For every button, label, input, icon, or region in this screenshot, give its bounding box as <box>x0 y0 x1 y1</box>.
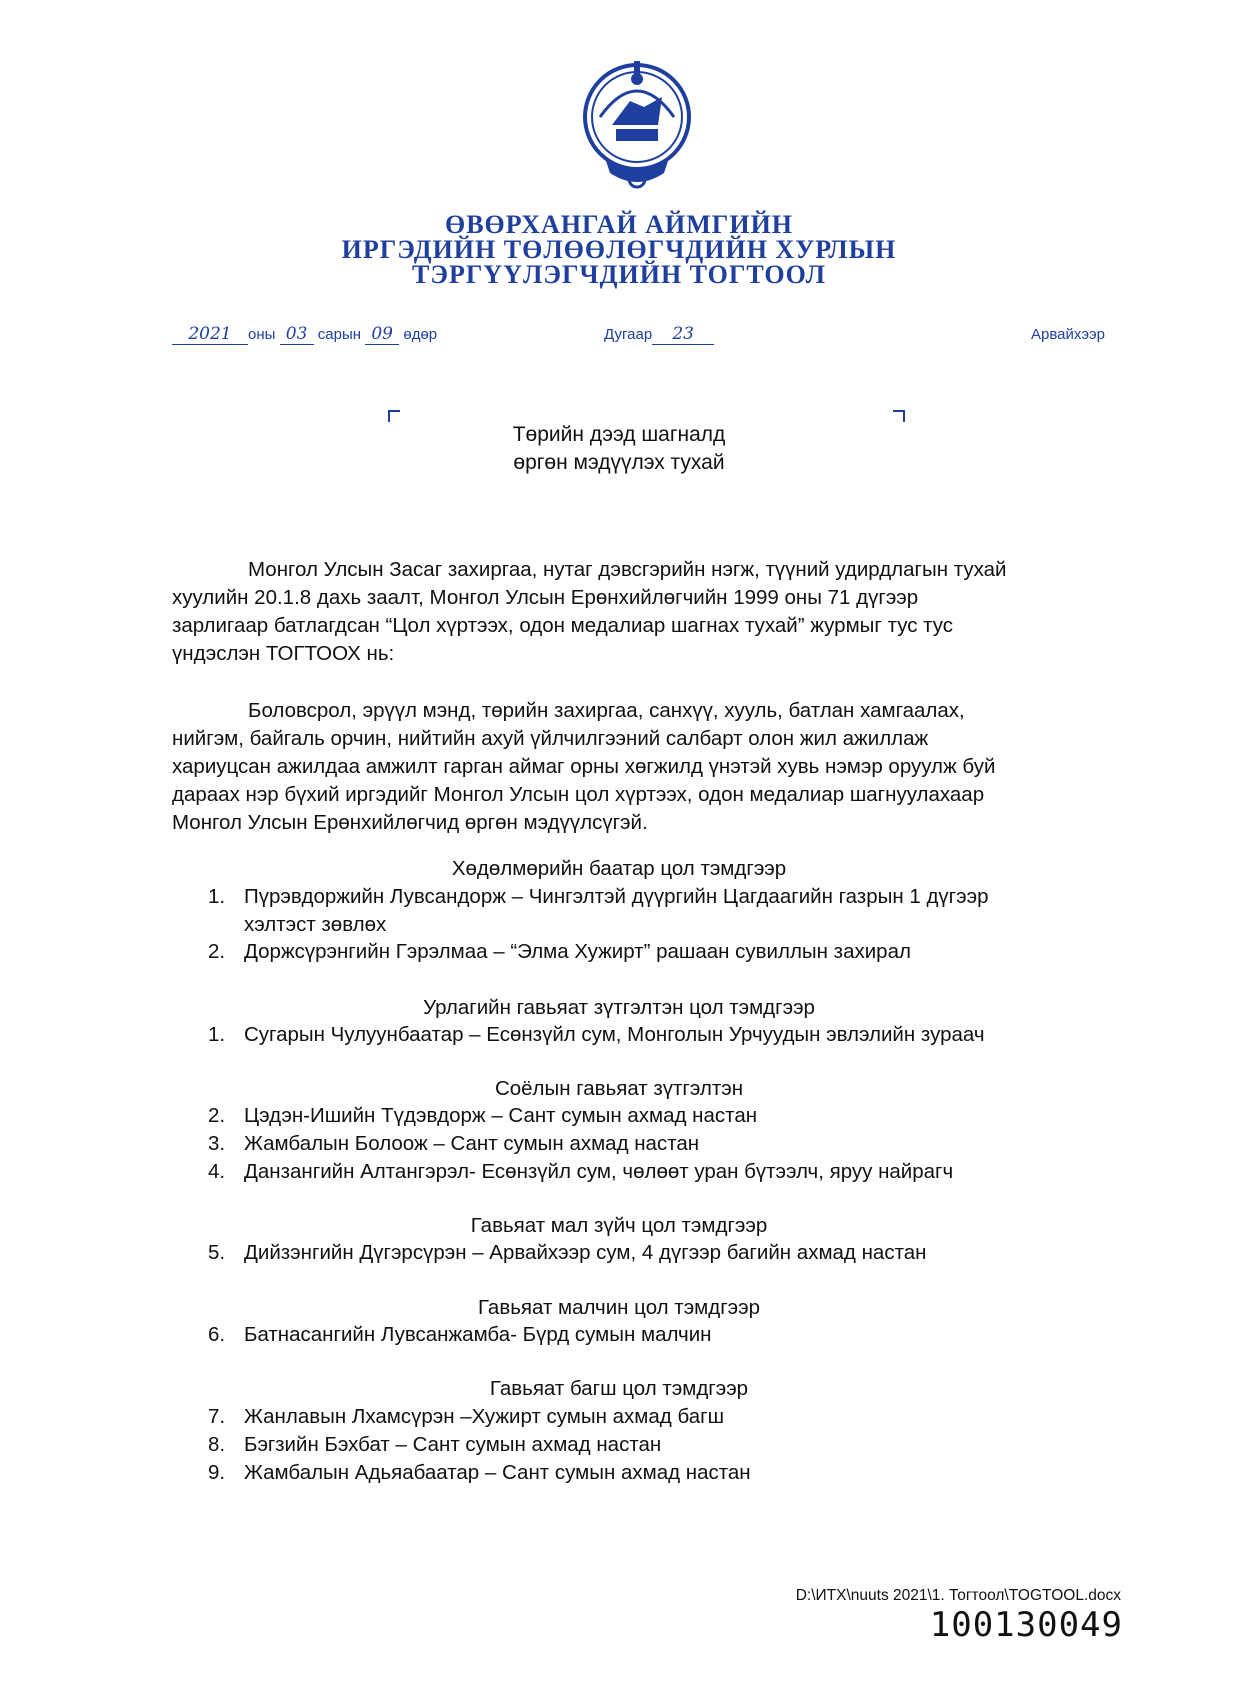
list-item-text: Батнасангийн Лувсанжамба- Бүрд сумын малчин <box>244 1323 712 1346</box>
section-heading: Соёлын гавьяат зүтгэлтэн <box>494 1077 744 1100</box>
list-item <box>208 1431 1128 1459</box>
org-name-line1: ӨВӨРХАНГАЙ АЙМГИЙН <box>444 210 794 239</box>
list-item-text: Дийзэнгийн Дүгэрсүрэн – Арвайхээр сум, 4 дүгээр багийн ахмад настан <box>244 1241 927 1264</box>
list-item-number: 1. <box>208 885 226 908</box>
list-item-number: 3. <box>208 1132 226 1155</box>
list-item-number: 2. <box>208 940 226 963</box>
file-path: D:\ИТХ\nuuts 2021\1. Тогтоол\TOGTOOL.docx <box>795 1587 1121 1604</box>
date-line <box>172 324 437 345</box>
section-heading: Гавьяат малчин цол тэмдгээр <box>477 1296 761 1319</box>
list-item-text: Данзангийн Алтангэрэл- Есөнзүйл сум, чөлөөт уран бүтээлч, яруу найрагч <box>244 1160 954 1183</box>
document-code: 100130049 <box>929 1605 1123 1645</box>
list-item-text: Пүрэвдоржийн Лувсандорж – Чингэлтэй дүүргийн Цагдаагийн газрын 1 дүгээр <box>244 885 989 908</box>
number-label: Дугаар <box>604 326 653 343</box>
paragraph-1-line: үндэслэн ТОГТООХ нь: <box>172 642 395 665</box>
list-item-text: хэлтэст зөвлөх <box>244 913 387 936</box>
paragraph-1-line: Монгол Улсын Засаг захиргаа, нутаг дэвсгэрийн нэгж, түүний удирдлагын тухай <box>248 558 1007 581</box>
list-item <box>208 1158 1128 1186</box>
date-month: 03 <box>280 324 314 345</box>
body-paragraph-1 <box>172 556 1124 668</box>
list-item-text: Жанлавын Лхамсүрэн –Хужирт сумын ахмад багш <box>244 1405 725 1428</box>
list-item-text: Бэгзийн Бэхбат – Сант сумын ахмад настан <box>244 1433 662 1456</box>
list-item-text: Доржсүрэнгийн Гэрэлмаа – “Элма Хужирт” рашаан сувиллын захирал <box>244 940 911 963</box>
list-item <box>208 1403 1128 1431</box>
section-heading: Хөдөлмөрийн баатар цол тэмдгээр <box>451 857 787 880</box>
paragraph-1-line: хуулийн 20.1.8 дахь заалт, Монгол Улсын Ерөнхийлөгчийн 1999 оны 71 дүгээр <box>172 586 919 609</box>
date-year-suffix: оны <box>248 326 276 343</box>
paragraph-1-line: зарлигаар батлагдсан “Цол хүртээх, одон медалиар шагнах тухай” журмыг тус тус <box>172 614 954 637</box>
list-item-number: 1. <box>208 1023 226 1046</box>
paragraph-2-line: дараах нэр бүхий иргэдийг Монгол Улсын цол хүртээх, одон медалиар шагнуулахаар <box>172 783 985 806</box>
paragraph-2-line: Боловсрол, эрүүл мэнд, төрийн захиргаа, санхүү, хууль, батлан хамгаалах, <box>248 699 965 722</box>
number-line <box>604 324 714 345</box>
list-item <box>208 1459 1128 1487</box>
list-item-text: Цэдэн-Ишийн Түдэвдорж – Сант сумын ахмад настан <box>244 1104 758 1127</box>
list-item-text: Сугарын Чулуунбаатар – Есөнзүйл сум, Монголын Урчуудын эвлэлийн зураач <box>244 1023 985 1046</box>
list-item <box>208 883 1128 939</box>
list-item <box>208 1321 1128 1349</box>
list-item <box>208 938 1128 966</box>
section-heading: Гавьяат мал зүйч цол тэмдгээр <box>470 1214 768 1237</box>
paragraph-2-line: Монгол Улсын Ерөнхийлөгчид өргөн мэдүүлсүгэй. <box>172 811 648 834</box>
org-name-line3: ТЭРГҮҮЛЭГЧДИЙН ТОГТООЛ <box>412 260 826 289</box>
list-item-number: 4. <box>208 1160 226 1183</box>
state-emblem-icon <box>582 55 692 195</box>
paragraph-2-line: хариуцсан ажилдаа амжилт гарган аймаг орны хөгжилд үнэтэй хувь нэмэр оруулж буй <box>172 755 996 778</box>
date-year: 2021 <box>172 324 248 345</box>
org-name-line2: ИРГЭДИЙН ТӨЛӨӨЛӨГЧДИЙН ХУРЛЫН <box>341 235 897 264</box>
date-month-suffix: сарын <box>317 326 362 343</box>
list-item <box>208 1130 1128 1158</box>
list-item-number: 9. <box>208 1461 226 1484</box>
section-heading: Урлагийн гавьяат зүтгэлтэн цол тэмдгээр <box>423 996 815 1019</box>
list-item-number: 6. <box>208 1323 226 1346</box>
list-item-number: 2. <box>208 1104 226 1127</box>
list-item-number: 8. <box>208 1433 226 1456</box>
list-item-text: Жамбалын Адьяабаатар – Сант сумын ахмад настан <box>244 1461 751 1484</box>
list-item <box>208 1239 1128 1267</box>
section-heading: Гавьяат багш цол тэмдгээр <box>489 1377 749 1400</box>
document-number: 23 <box>652 324 714 345</box>
document-title-line1: Төрийн дээд шагналд <box>512 423 726 446</box>
list-item-text: Жамбалын Болоож – Сант сумын ахмад настан <box>244 1132 700 1155</box>
document-title-line2: өргөн мэдүүлэх тухай <box>513 451 725 474</box>
list-item <box>208 1021 1128 1049</box>
list-item-number: 7. <box>208 1405 226 1428</box>
list-item-number: 5. <box>208 1241 226 1264</box>
list-item <box>208 1102 1128 1130</box>
date-day: 09 <box>365 324 399 345</box>
place-name: Арвайхээр <box>1031 326 1106 343</box>
date-day-suffix: өдөр <box>403 326 438 343</box>
body-paragraph-2 <box>172 697 1124 837</box>
paragraph-2-line: нийгэм, байгаль орчин, нийтийн ахуй үйлчилгээний салбарт олон жил ажиллаж <box>172 727 929 750</box>
